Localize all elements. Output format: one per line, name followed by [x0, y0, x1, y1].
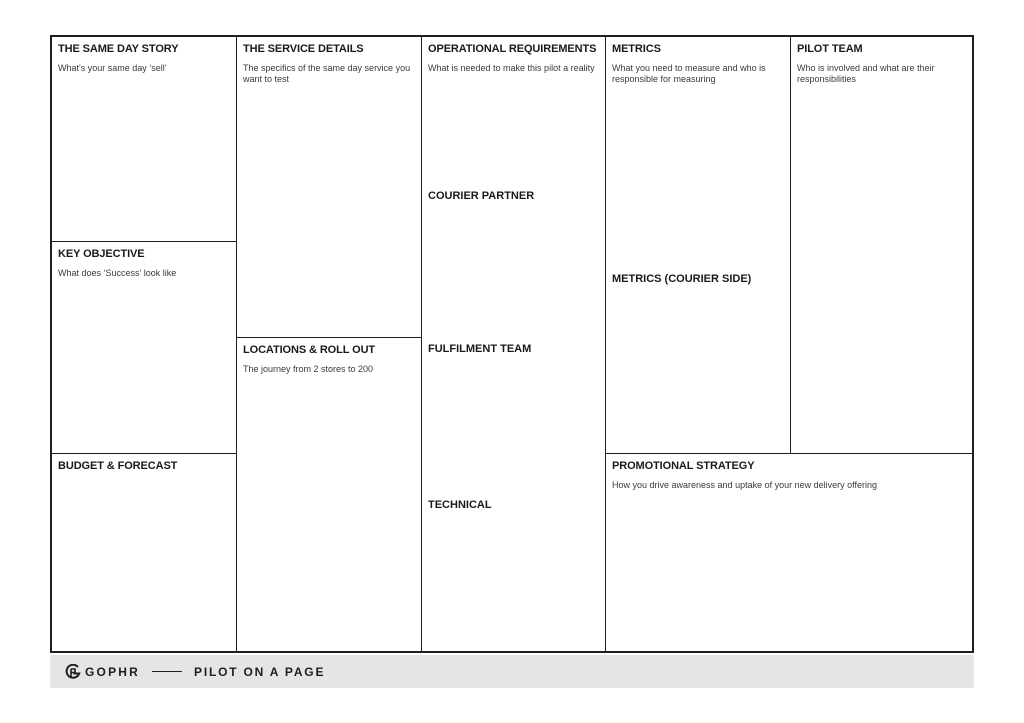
- section-operational-requirements[interactable]: [421, 37, 605, 651]
- section-title: METRICS: [612, 43, 661, 55]
- section-title: LOCATIONS & ROLL OUT: [243, 344, 376, 356]
- subsection-courier-partner: COURIER PARTNER: [428, 190, 535, 202]
- section-promotional-strategy[interactable]: [605, 453, 972, 651]
- section-title: PROMOTIONAL STRATEGY: [612, 460, 755, 472]
- footer-bar: [50, 655, 974, 688]
- section-title: THE SERVICE DETAILS: [243, 43, 364, 55]
- section-description: What does ‘Success’ look like: [58, 268, 177, 278]
- section-description: What is needed to make this pilot a reality: [428, 63, 595, 73]
- section-title: OPERATIONAL REQUIREMENTS: [428, 43, 597, 55]
- section-description: What you need to measure and who is responsible for measuring: [612, 63, 766, 84]
- section-budget-forecast[interactable]: [52, 453, 236, 651]
- pilot-canvas: [50, 35, 974, 653]
- section-description: The journey from 2 stores to 200: [243, 364, 374, 374]
- section-key-objective[interactable]: [52, 241, 236, 453]
- section-metrics[interactable]: [605, 37, 790, 453]
- brand-name: GOPHR: [85, 664, 141, 679]
- section-title: BUDGET & FORECAST: [58, 460, 178, 472]
- footer-divider-line: [152, 671, 182, 672]
- section-description: What's your same day ‘sell’: [58, 63, 167, 73]
- section-description: Who is involved and what are their responsibilities: [797, 63, 935, 84]
- subsection-technical: TECHNICAL: [428, 499, 492, 511]
- section-same-day-story[interactable]: [52, 37, 236, 241]
- page-title: PILOT ON A PAGE: [194, 664, 326, 679]
- subsection-fulfilment-team: FULFILMENT TEAM: [428, 343, 532, 355]
- subsection-metrics-courier-side: METRICS (COURIER SIDE): [612, 273, 752, 285]
- section-pilot-team[interactable]: [790, 37, 972, 453]
- section-service-details[interactable]: [236, 37, 421, 337]
- brand-logo: [65, 664, 140, 680]
- section-title: PILOT TEAM: [797, 43, 863, 55]
- gophr-logo-icon: [65, 664, 81, 680]
- section-title: KEY OBJECTIVE: [58, 248, 145, 260]
- section-description: How you drive awareness and uptake of your new delivery offering: [612, 480, 877, 490]
- section-title: THE SAME DAY STORY: [58, 43, 179, 55]
- section-locations-roll-out[interactable]: [236, 337, 421, 651]
- section-description: The specifics of the same day service you want to test: [243, 63, 411, 84]
